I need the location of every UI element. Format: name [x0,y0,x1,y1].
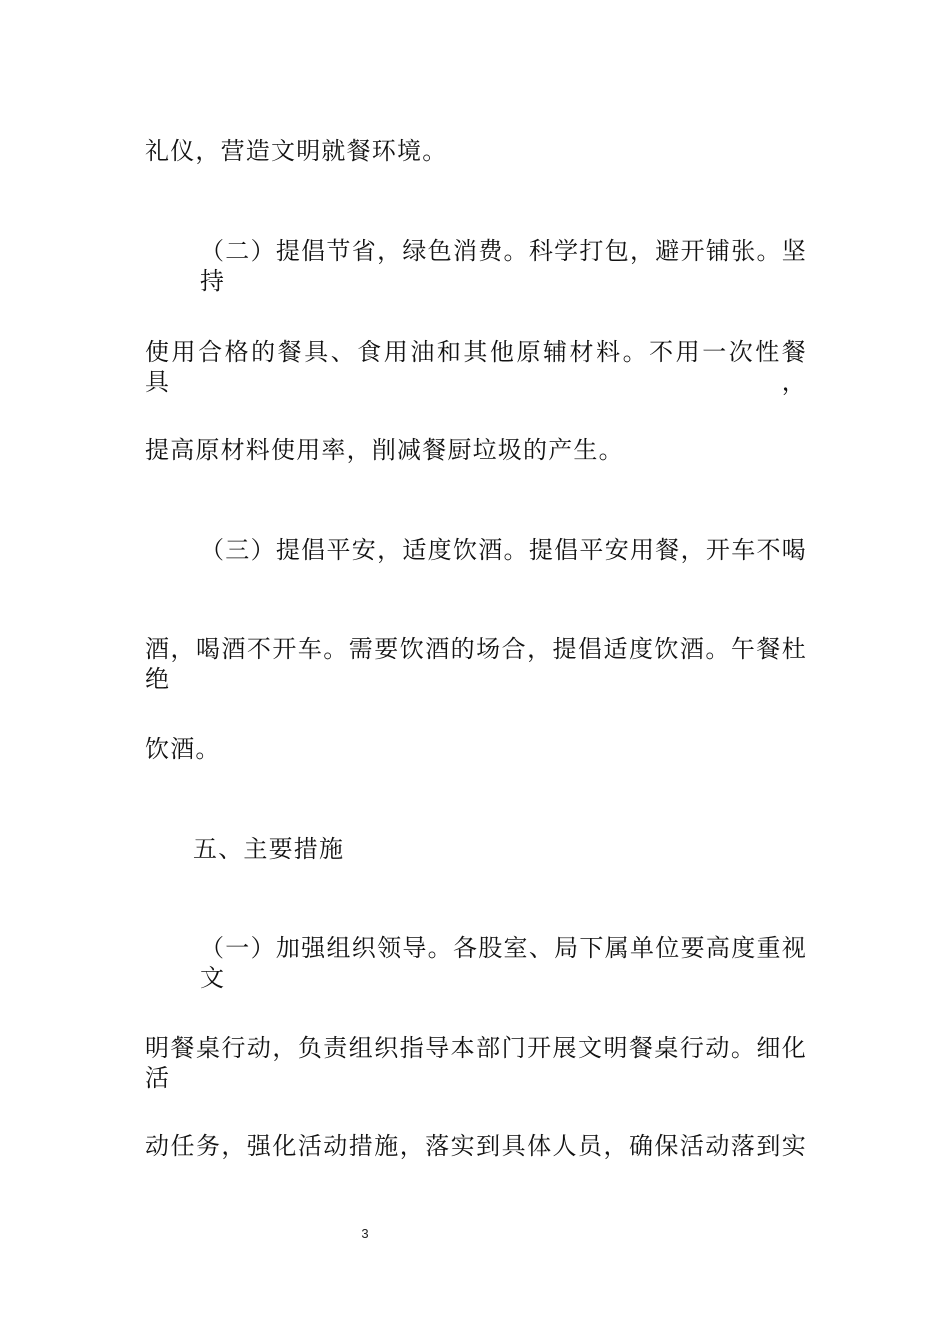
text-line: 使用合格的餐具、食用油和其他原辅材料。不用一次性餐具， [145,338,807,396]
section-heading: 五、主要措施 [193,835,345,863]
text-line: 礼仪，营造文明就餐环境。 [145,137,448,165]
text-line: 提高原材料使用率，削减餐厨垃圾的产生。 [145,436,624,464]
text-line: （三）提倡平安，适度饮酒。提倡平安用餐，开车不喝 [200,536,807,564]
text-line: 明餐桌行动，负责组织指导本部门开展文明餐桌行动。细化活 [145,1034,807,1092]
text-line: 动任务，强化活动措施，落实到具体人员，确保活动落到实 [145,1132,807,1160]
page-number: 3 [361,1226,369,1241]
text-line: 酒，喝酒不开车。需要饮酒的场合，提倡适度饮酒。午餐杜绝 [145,635,807,693]
text-line: （二）提倡节省，绿色消费。科学打包，避开铺张。坚持 [200,237,807,295]
text-line: 饮酒。 [145,735,221,763]
text-line: （一）加强组织领导。各股室、局下属单位要高度重视文 [200,934,807,992]
